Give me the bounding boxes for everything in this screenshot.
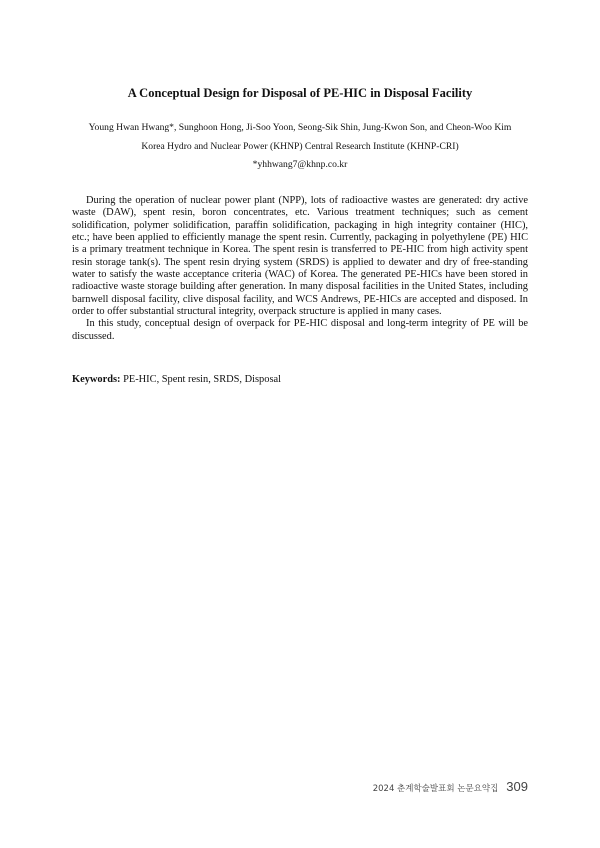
author-list: Young Hwan Hwang*, Sunghoon Hong, Ji-Soo Yoon, Seong-Sik Shin, Jung-Kwon Son, and Cheon-Woo Kim: [88, 122, 512, 133]
proceedings-label: 2024 춘계학술발표회 논문요약집: [372, 784, 499, 794]
abstract-paragraph-1: During the operation of nuclear power plant (NPP), lots of radioactive wastes are generated: dry active waste (DAW), spent resin, boron concentrates, etc. Various treatment techniques; such as cement solidification, polymer solidification, paraffin solidification, packaging in high integrity container (HIC), etc.; have been applied to efficiently manage the spent resin. Currently, packaging in polyethylene (PE) HIC is a primary treatment technique in Korea. The spent resin is transferred to PE-HIC from high activity spent resin storage tank(s). The spent resin drying system (SRDS) is applied to dewater and dry of free-standing water to satisfy the waste acceptance criteria (WAC) of Korea. The generated PE-HICs have been stored in radioactive waste storage building after generation. In many disposal facilities in the United States, including barnwell disposal facility, clive disposal facility, and WCS Andrews, PE-HICs are accepted and disposed. In order to offer substantial structural integrity, overpack structure is applied in many cases.: [72, 195, 528, 318]
page-number: 309: [506, 779, 528, 794]
abstract-paragraph-2: In this study, conceptual design of overpack for PE-HIC disposal and long-term integrity of PE will be discussed.: [72, 318, 528, 342]
keywords-label: Keywords:: [72, 374, 121, 385]
abstract-body: [72, 195, 528, 343]
paper-title: A Conceptual Design for Disposal of PE-HIC in Disposal Facility: [127, 86, 473, 100]
page-footer: [373, 779, 528, 794]
corresponding-email[interactable]: *yhhwang7@khnp.co.kr: [252, 159, 348, 170]
keywords-line: [72, 374, 528, 385]
affiliation: Korea Hydro and Nuclear Power (KHNP) Central Research Institute (KHNP-CRI): [141, 141, 459, 152]
keywords-text: PE-HIC, Spent resin, SRDS, Disposal: [123, 374, 281, 385]
